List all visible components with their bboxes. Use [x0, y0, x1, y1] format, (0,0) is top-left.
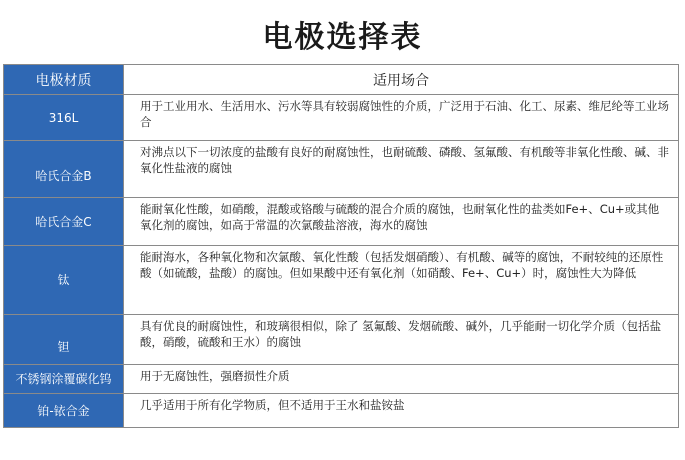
table-row — [4, 246, 679, 315]
application-cell: 几乎适用于所有化学物质，但不适用于王水和盐铵盐 — [124, 394, 679, 428]
material-cell: 铂-铱合金 — [4, 394, 124, 428]
application-cell: 具有优良的耐腐蚀性，和玻璃很相似，除了 氢氟酸、发烟硫酸、碱外，几乎能耐一切化学介质（包括盐酸，硝酸，硫酸和王水）的腐蚀 — [124, 315, 679, 365]
column-header-application: 适用场合 — [124, 65, 679, 95]
application-cell: 能耐氧化性酸，如硝酸，混酸或铬酸与硫酸的混合介质的腐蚀，也耐氧化性的盐类如Fe+、Cu+或其他氧化剂的腐蚀，如高于常温的次氯酸盐溶液，海水的腐蚀 — [124, 198, 679, 246]
material-cell: 钽 — [4, 315, 124, 365]
table-row — [4, 394, 679, 428]
table-row — [4, 141, 679, 198]
material-cell: 哈氏合金C — [4, 198, 124, 246]
material-cell: 不锈钢涂覆碳化钨 — [4, 365, 124, 394]
table-header-row — [4, 65, 679, 95]
table-row — [4, 198, 679, 246]
application-cell: 对沸点以下一切浓度的盐酸有良好的耐腐蚀性，也耐硫酸、磷酸、氢氟酸、有机酸等非氧化性酸、碱、非氧化性盐液的腐蚀 — [124, 141, 679, 198]
table-row — [4, 365, 679, 394]
application-cell: 用于无腐蚀性，强磨损性介质 — [124, 365, 679, 394]
column-header-material: 电极材质 — [4, 65, 124, 95]
material-cell: 钛 — [4, 246, 124, 315]
application-cell: 用于工业用水、生活用水、污水等具有较弱腐蚀性的介质，广泛用于石油、化工、尿素、维尼纶等工业场合 — [124, 95, 679, 141]
electrode-selection-table — [3, 64, 679, 428]
material-cell: 316L — [4, 95, 124, 141]
table-row — [4, 95, 679, 141]
material-cell: 哈氏合金B — [4, 141, 124, 198]
table-row — [4, 315, 679, 365]
page-title: 电极选择表 — [262, 20, 423, 55]
application-cell: 能耐海水，各种氧化物和次氯酸、氧化性酸（包括发烟硝酸）、有机酸、碱等的腐蚀，不耐较纯的还原性酸（如硫酸，盐酸）的腐蚀。但如果酸中还有氧化剂（如硝酸、Fe+、Cu+）时，腐蚀性大为降低 — [124, 246, 679, 315]
